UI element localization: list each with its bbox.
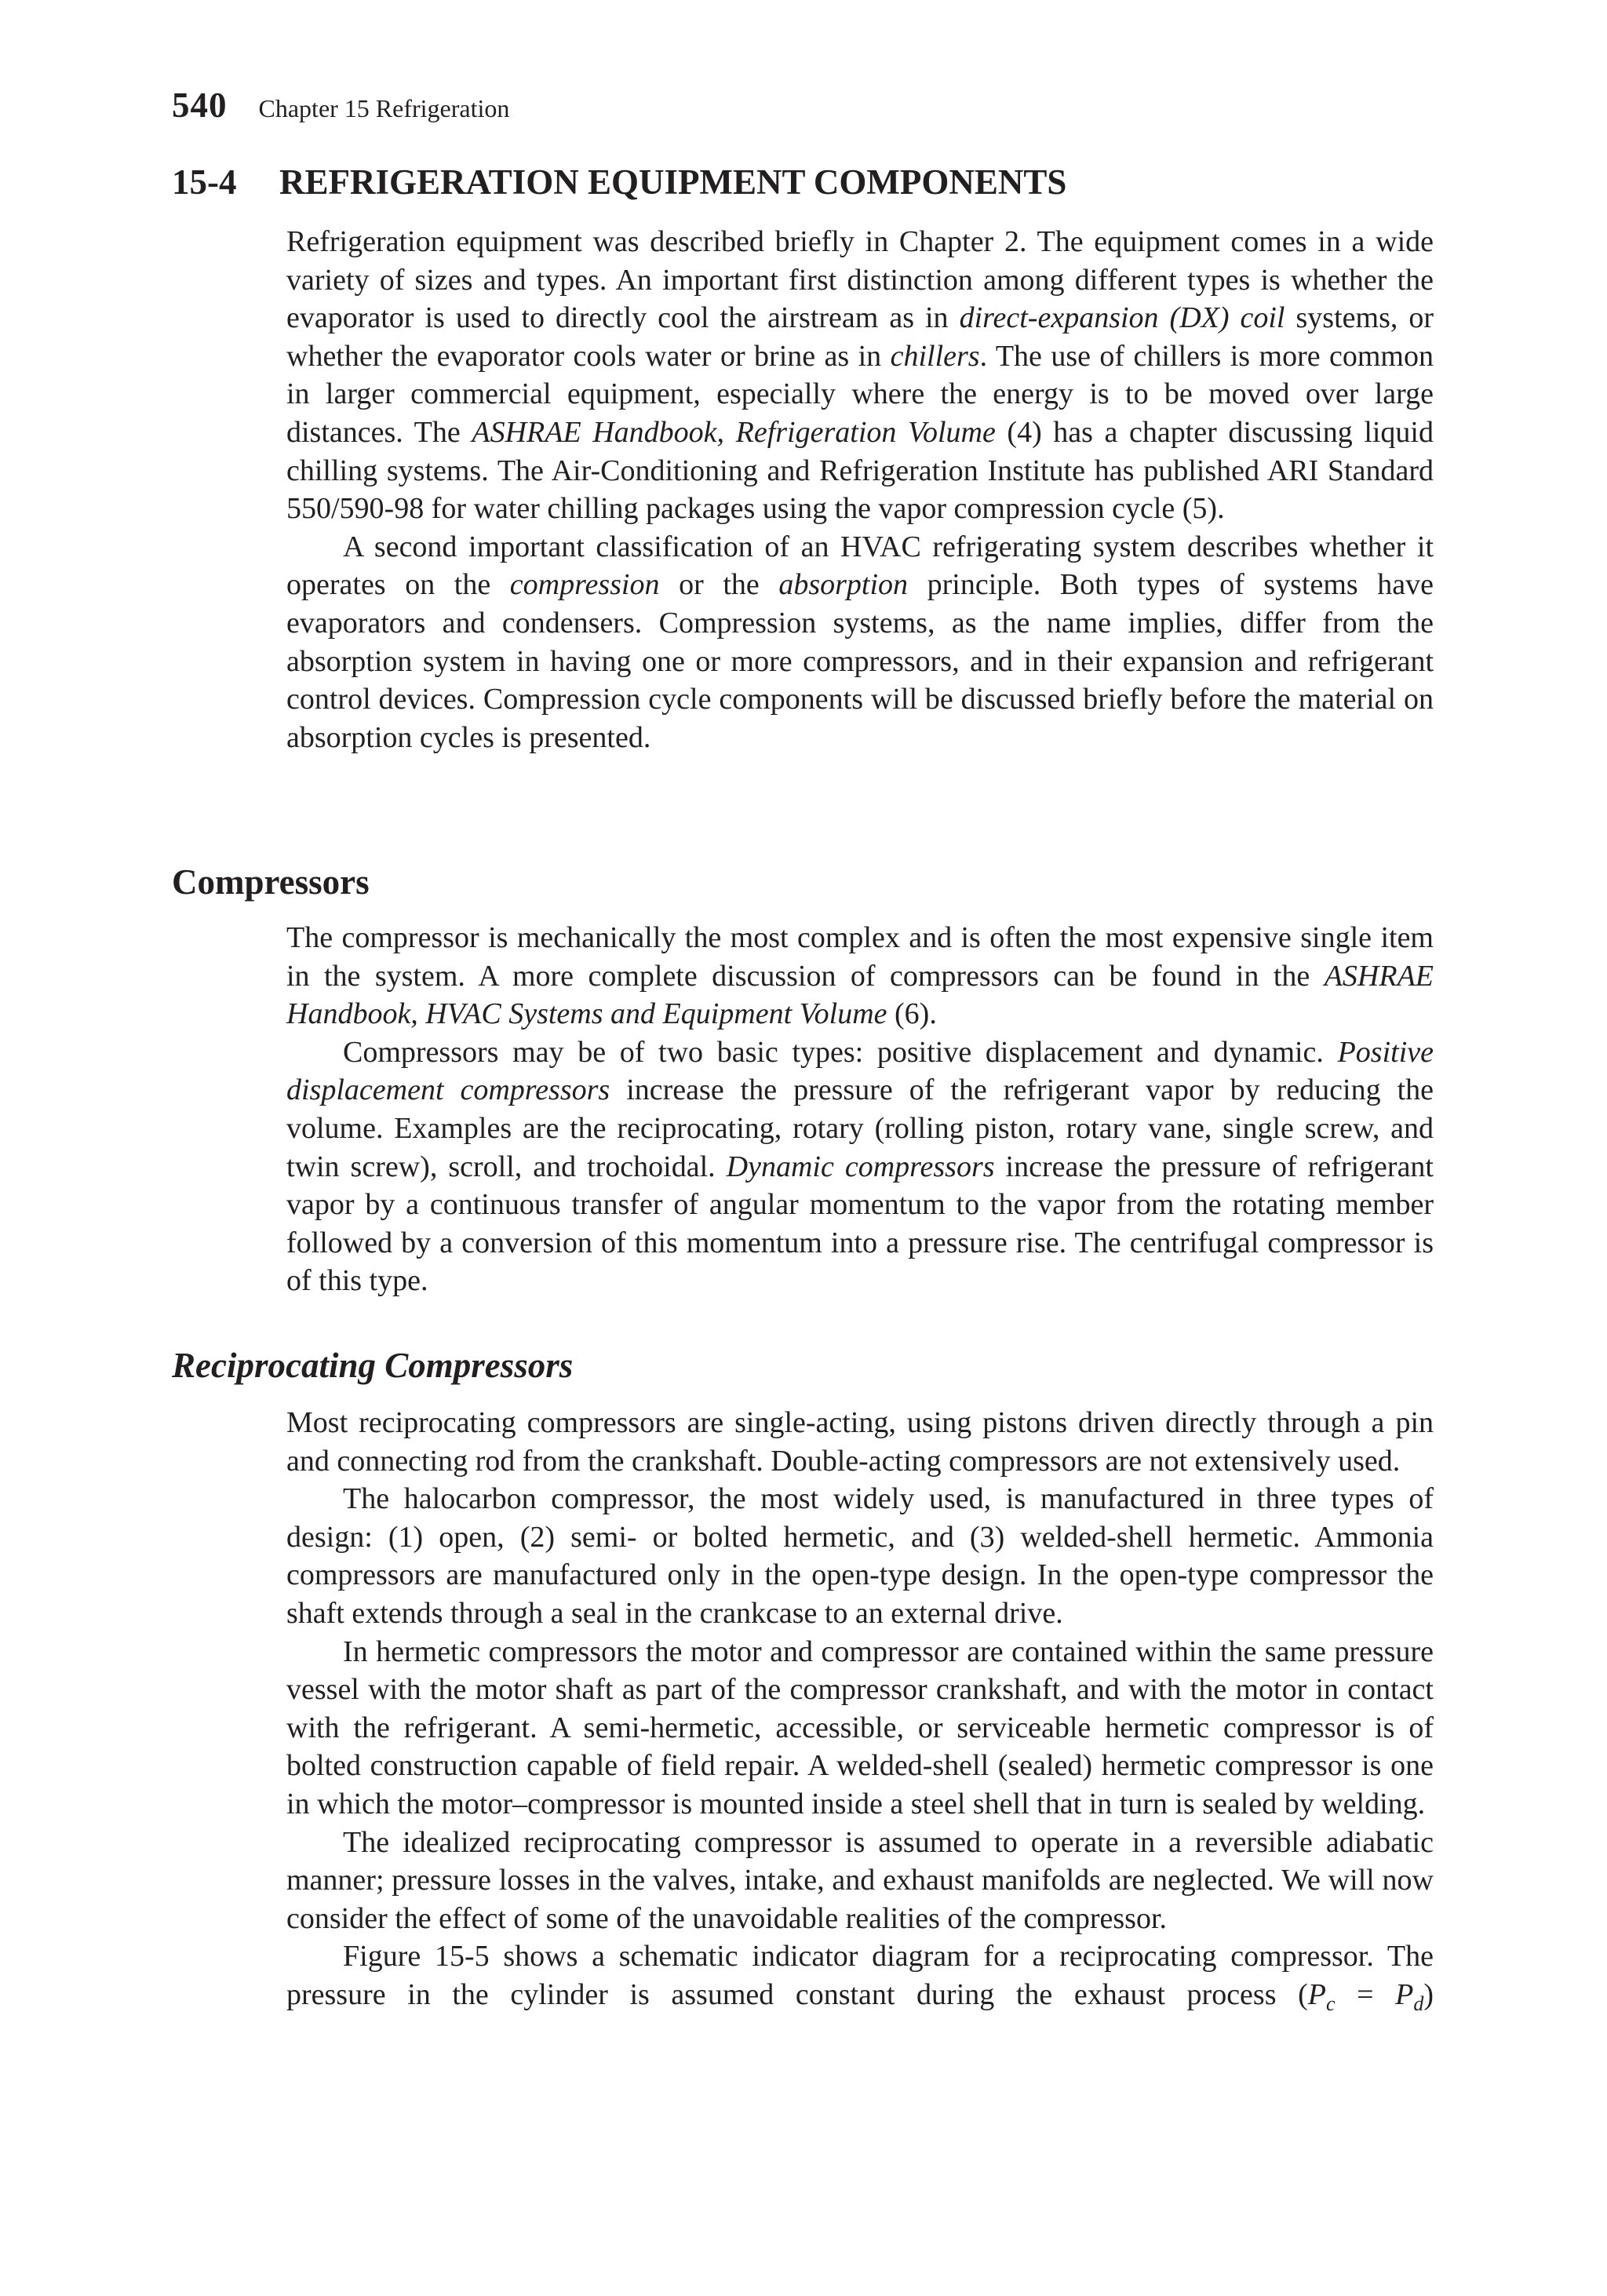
section-number: 15-4	[172, 162, 237, 202]
paragraph: In hermetic compressors the motor and compressor are contained within the same pressure vessel with the motor shaft as part of the compressor crankshaft, and with the motor in contact with the refrigerant. A semi-hermetic, accessible, or serviceable hermetic compressor is of bolted construction capable of field repair. A welded-shell (sealed) hermetic compressor is one in which the motor–compressor is mounted inside a steel shell that in turn is sealed by welding.	[286, 1635, 1434, 1820]
paragraph: The idealized reciprocating compressor is assumed to operate in a reversible adiabatic manner; pressure losses in the valves, intake, and exhaust manifolds are neglected. We will now consider the effect of some of the unavoidable realities of the compressor.	[286, 1825, 1434, 1935]
reciprocating-heading: Reciprocating Compressors	[172, 1346, 574, 1385]
compressors-heading: Compressors	[172, 862, 370, 902]
paragraph: Compressors may be of two basic types: positive displacement and dynamic. Positive displacement compressors increase the pressure of the refrigerant vapor by reducing the volume. Examples are the reciprocating, rotary (rolling piston, rotary vane, single screw, and twin screw), scroll, and trochoidal. Dynamic compressors increase the pressure of refrigerant vapor by a continuous transfer of angular momentum to the vapor from the rotating member followed by a conversion of this momentum into a pressure rise. The centrifugal compressor is of this type.	[286, 1035, 1434, 1298]
paragraph: Refrigeration equipment was described briefly in Chapter 2. The equipment comes in a wide variety of sizes and types. An important first distinction among different types is whether the evaporator is used to directly cool the airstream as in direct-expansion (DX) coil systems, or whether the evaporator cools water or brine as in chillers. The use of chillers is more common in larger commercial equipment, especially where the energy is to be moved over large distances. The ASHRAE Handbook, Refrigeration Volume (4) has a chapter discussing liquid chilling systems. The Air-Conditioning and Refrigeration Institute has published ARI Standard 550/590-98 for water chilling packages using the vapor compression cycle (5).	[286, 225, 1434, 526]
compressors-body	[286, 919, 1434, 1300]
paragraph: Most reciprocating compressors are single-acting, using pistons driven directly through a pin and connecting rod from the crankshaft. Double-acting compressors are not extensively used.	[286, 1406, 1434, 1478]
chapter-label: Chapter 15 Refrigeration	[258, 94, 510, 122]
reciprocating-body	[286, 1404, 1434, 2014]
section-title: REFRIGERATION EQUIPMENT COMPONENTS	[279, 162, 1067, 202]
section-heading	[172, 162, 1066, 202]
paragraph: Figure 15-5 shows a schematic indicator diagram for a reciprocating compressor. The pressure in the cylinder is assumed constant during the exhaust process $(P_c = P_d)$	[286, 1940, 1434, 2015]
paragraph: The compressor is mechanically the most complex and is often the most expensive single item in the system. A more complete discussion of compressors can be found in the ASHRAE Handbook, HVAC Systems and Equipment Volume (6).	[286, 921, 1434, 1031]
section-body	[286, 223, 1434, 756]
paragraph: The halocarbon compressor, the most widely used, is manufactured in three types of design: (1) open, (2) semi- or bolted hermetic, and (3) welded-shell hermetic. Ammonia compressors are manufactured only in the open-type design. In the open-type compressor the shaft extends through a seal in the crankcase to an external drive.	[286, 1482, 1434, 1630]
running-head	[172, 85, 509, 140]
paragraph: A second important classification of an HVAC refrigerating system describes whether it operates on the compression or the absorption principle. Both types of systems have evaporators and condensers. Compression systems, as the name implies, differ from the absorption system in having one or more compressors, and in their expansion and refrigerant control devices. Compression cycle components will be discussed briefly before the material on absorption cycles is presented.	[286, 530, 1434, 754]
page-number: 540	[172, 86, 228, 125]
